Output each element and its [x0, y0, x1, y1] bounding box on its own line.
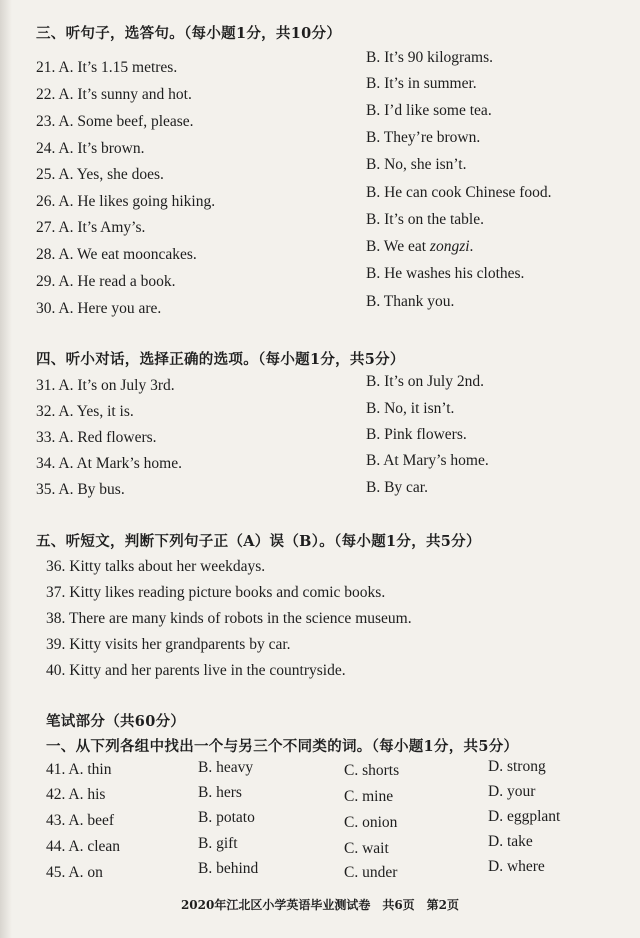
q32-option-b: B. No, it isn’t. — [366, 400, 455, 417]
q25-option-a: 25. A. Yes, she does. — [36, 166, 164, 183]
q45-option-b: B. behind — [198, 860, 259, 877]
q24-option-b: B. They’re brown. — [366, 129, 481, 146]
q44-option-d: D. take — [488, 833, 533, 850]
q22-option-b: B. It’s in summer. — [366, 75, 477, 92]
q28-option-b: B. We eat zongzi. — [366, 238, 474, 255]
q43-option-a: 43. A. beef — [46, 812, 115, 829]
q40-statement: 40. Kitty and her parents live in the countryside. — [46, 662, 346, 679]
q21-option-a: 21. A. It’s 1.15 metres. — [36, 59, 178, 76]
q44-option-c: C. wait — [344, 840, 389, 857]
q38-statement: 38. There are many kinds of robots in the science museum. — [46, 610, 412, 627]
q39-statement: 39. Kitty visits her grandparents by car. — [46, 636, 291, 653]
section3-heading: 三、听句子，选答句。（每小题1分，共10分） — [36, 25, 342, 42]
q29-option-b: B. He washes his clothes. — [366, 265, 525, 282]
q45-option-d: D. where — [488, 858, 545, 875]
q43-option-c: C. onion — [344, 814, 398, 831]
section5-heading: 五、听短文，判断下列句子正（A）误（B）。（每小题1分，共5分） — [36, 533, 481, 550]
q34-option-a: 34. A. At Mark’s home. — [36, 455, 182, 472]
q29-option-a: 29. A. He read a book. — [36, 273, 176, 290]
q34-option-b: B. At Mary’s home. — [366, 452, 489, 469]
q32-option-a: 32. A. Yes, it is. — [36, 403, 134, 420]
q37-statement: 37. Kitty likes reading picture books and comic books. — [46, 584, 386, 601]
q35-option-a: 35. A. By bus. — [36, 481, 125, 498]
q42-option-c: C. mine — [344, 788, 394, 805]
q33-option-b: B. Pink flowers. — [366, 426, 467, 443]
q42-option-d: D. your — [488, 783, 536, 800]
q27-option-a: 27. A. It’s Amy’s. — [36, 219, 146, 236]
q33-option-a: 33. A. Red flowers. — [36, 429, 157, 446]
section4-heading: 四、听小对话，选择正确的选项。（每小题1分，共5分） — [36, 351, 405, 368]
q43-option-d: D. eggplant — [488, 808, 561, 825]
q24-option-a: 24. A. It’s brown. — [36, 140, 145, 157]
q21-option-b: B. It’s 90 kilograms. — [366, 49, 494, 66]
q30-option-a: 30. A. Here you are. — [36, 300, 162, 317]
q41-option-a: 41. A. thin — [46, 761, 112, 778]
written-sub-heading: 一、从下列各组中找出一个与另三个不同类的词。（每小题1分，共5分） — [46, 738, 519, 755]
q31-option-b: B. It’s on July 2nd. — [366, 373, 484, 390]
q41-option-d: D. strong — [488, 758, 546, 775]
q43-option-b: B. potato — [198, 809, 255, 826]
q28-option-a: 28. A. We eat mooncakes. — [36, 246, 197, 263]
q23-option-b: B. I’d like some tea. — [366, 102, 492, 119]
q36-statement: 36. Kitty talks about her weekdays. — [46, 558, 266, 575]
q41-option-c: C. shorts — [344, 762, 400, 779]
page-binding-shadow — [0, 0, 12, 938]
q22-option-a: 22. A. It’s sunny and hot. — [36, 86, 192, 103]
q45-option-a: 45. A. on — [46, 864, 103, 881]
q27-option-b: B. It’s on the table. — [366, 211, 484, 228]
page-footer: 2020年江北区小学英语毕业测试卷 共6页 第2页 — [180, 898, 460, 912]
q44-option-b: B. gift — [198, 835, 238, 852]
q31-option-a: 31. A. It’s on July 3rd. — [36, 377, 175, 394]
q42-option-a: 42. A. his — [46, 786, 106, 803]
q42-option-b: B. hers — [198, 784, 242, 801]
q44-option-a: 44. A. clean — [46, 838, 121, 855]
q45-option-c: C. under — [344, 864, 398, 881]
q23-option-a: 23. A. Some beef, please. — [36, 113, 194, 130]
q41-option-b: B. heavy — [198, 759, 254, 776]
q35-option-b: B. By car. — [366, 479, 428, 496]
q26-option-b: B. He can cook Chinese food. — [366, 184, 552, 201]
q26-option-a: 26. A. He likes going hiking. — [36, 193, 216, 210]
q25-option-b: B. No, she isn’t. — [366, 156, 467, 173]
q30-option-b: B. Thank you. — [366, 293, 455, 310]
written-part-heading: 笔试部分（共60分） — [46, 713, 186, 730]
